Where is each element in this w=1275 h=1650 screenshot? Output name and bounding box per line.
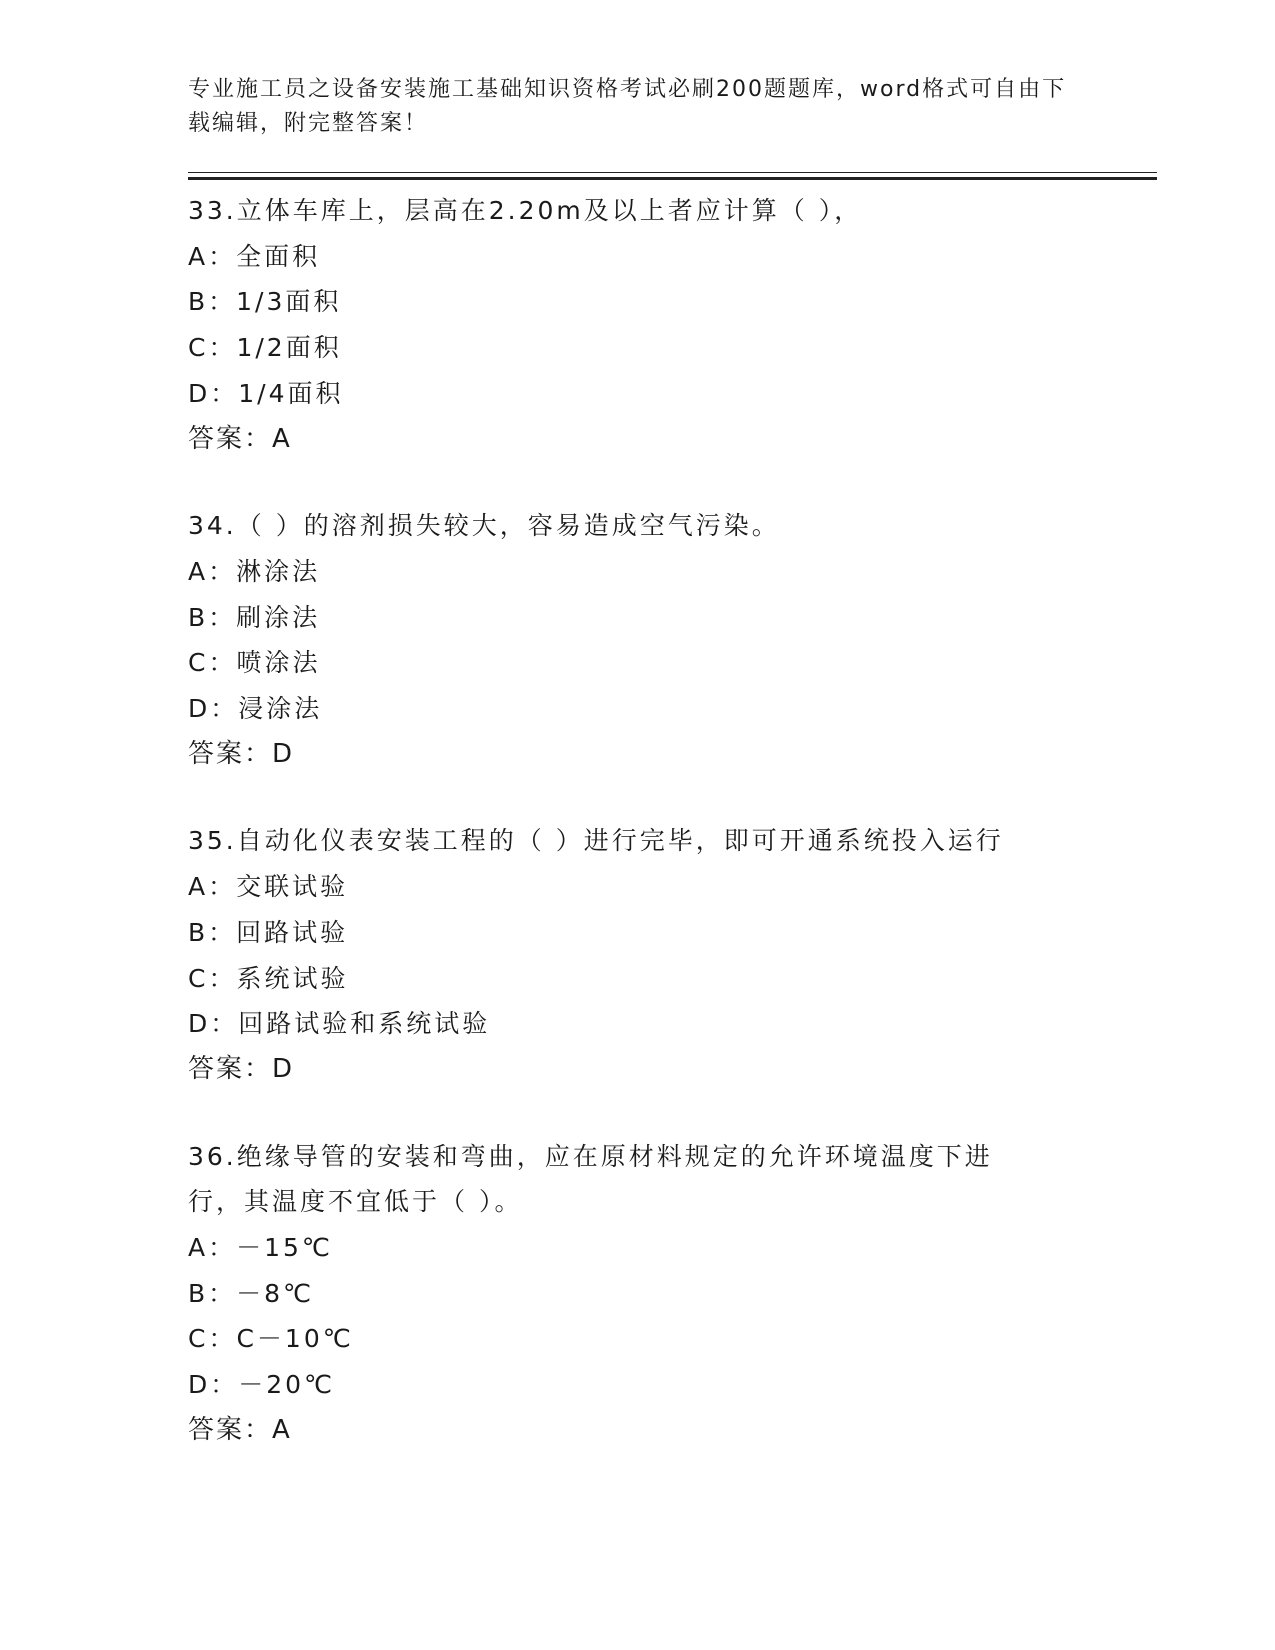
question-list [188, 188, 1148, 1495]
question-33 [188, 188, 1148, 462]
question-36 [188, 1134, 1148, 1454]
question-stem: 35.自动化仪表安装工程的（ ）进行完毕，即可开通系统投入运行 [188, 826, 1004, 856]
option-d: D：1/4面积 [188, 378, 344, 408]
option-b: B：1/3面积 [188, 287, 342, 317]
option-b: B：－8℃ [188, 1278, 315, 1308]
option-c: C：C－10℃ [188, 1324, 354, 1354]
option-a: A：淋涂法 [188, 556, 321, 586]
header-divider-thin [188, 172, 1157, 173]
option-c: C：系统试验 [188, 963, 349, 993]
option-c: C：1/2面积 [188, 333, 342, 363]
answer-label: 答案：A [188, 423, 292, 454]
question-35 [188, 818, 1148, 1092]
document-header: 专业施工员之设备安装施工基础知识资格考试必刷200题题库，word格式可自由下载编辑，附完整答案！ [188, 77, 1067, 136]
option-b: B：回路试验 [188, 917, 349, 947]
option-d: D：浸涂法 [188, 694, 323, 724]
option-c: C：喷涂法 [188, 648, 321, 678]
question-stem: 34.（ ）的溶剂损失较大，容易造成空气污染。 [188, 511, 780, 541]
option-a: A：－15℃ [188, 1233, 333, 1263]
option-a: A：交联试验 [188, 872, 349, 902]
question-34 [188, 503, 1148, 777]
option-b: B：刷涂法 [188, 602, 321, 632]
answer-label: 答案：D [188, 738, 295, 769]
question-stem: 33.立体车库上，层高在2.20m及以上者应计算（ ）， [188, 196, 863, 225]
header-divider-thick [188, 177, 1157, 180]
option-d: D：－20℃ [188, 1370, 336, 1400]
option-d: D：回路试验和系统试验 [188, 1009, 491, 1039]
option-a: A：全面积 [188, 241, 321, 271]
answer-label: 答案：D [188, 1053, 295, 1084]
question-stem: 36.绝缘导管的安装和弯曲，应在原材料规定的允许环境温度下进行，其温度不宜低于（ ）。 [188, 1141, 993, 1217]
answer-label: 答案：A [188, 1414, 292, 1445]
